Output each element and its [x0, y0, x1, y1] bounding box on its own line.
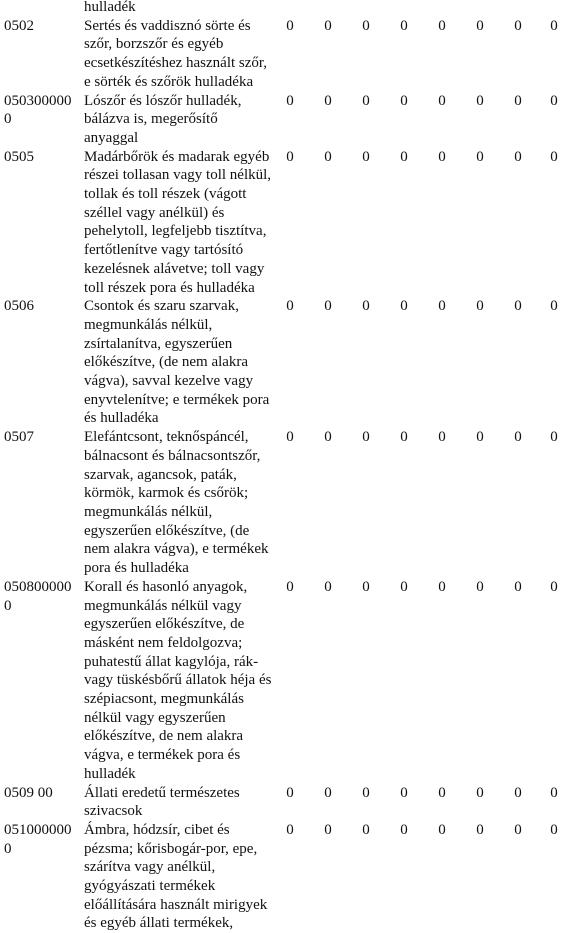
value-cell: 0	[438, 92, 446, 109]
value-cell: 0	[476, 17, 484, 34]
tariff-code: 050300000 0	[4, 92, 72, 128]
value-cell: 0	[400, 784, 408, 801]
table-row	[0, 821, 564, 933]
value-cell: 0	[514, 148, 522, 165]
value-cell: 0	[286, 784, 294, 801]
value-cell: 0	[324, 17, 332, 34]
value-cell: 0	[438, 298, 446, 315]
value-cell: 0	[362, 17, 370, 34]
value-cell: 0	[514, 578, 522, 595]
value-cell: 0	[286, 148, 294, 165]
product-description: Sertés és vaddisznó sörte és szőr, borzszőr és egyéb ecsetkészítéshez használt szőr, e sörték és szőrök hulladéka	[84, 17, 268, 90]
value-cell: 0	[362, 148, 370, 165]
value-cell: 0	[476, 784, 484, 801]
tariff-code: 0509 00	[4, 784, 53, 801]
value-cell: 0	[476, 298, 484, 315]
value-cell: 0	[362, 92, 370, 109]
tariff-code: 0505	[4, 148, 34, 165]
value-cell: 0	[400, 148, 408, 165]
value-cell: 0	[476, 92, 484, 109]
product-description: Lószőr és lószőr hulladék, bálázva is, megerősítő anyaggal	[84, 92, 242, 146]
product-description: Ámbra, hódzsír, cibet és pézsma; kőrisbogár-por, epe, szárítva vagy anélkül, gyógyászati termékek előállítására használt mirigyek és egyéb állati termékek,	[84, 821, 268, 932]
tariff-code: 0507	[4, 429, 34, 446]
value-cell: 0	[550, 578, 558, 595]
value-cell: 0	[514, 92, 522, 109]
value-cell: 0	[438, 784, 446, 801]
product-description: Állati eredetű természetes szivacsok	[84, 784, 240, 820]
value-cell: 0	[438, 429, 446, 446]
product-description: hulladék	[84, 0, 136, 15]
value-cell: 0	[286, 298, 294, 315]
value-cell: 0	[550, 298, 558, 315]
value-cell: 0	[362, 821, 370, 838]
value-cell: 0	[476, 429, 484, 446]
value-cell: 0	[514, 784, 522, 801]
value-cell: 0	[550, 92, 558, 109]
tariff-code: 0506	[4, 298, 34, 315]
value-cell: 0	[514, 298, 522, 315]
product-description: Madárbőrök és madarak egyéb részei tollasan vagy toll nélkül, tollak és toll részek (vágott széllel vagy anélkül) és pehelytoll, legfeljebb tisztítva, fertőtlenítve vagy tartósító kezelésnek alávetve; toll vagy toll részek pora és hulladéka	[84, 148, 272, 296]
product-description: Korall és hasonló anyagok, megmunkálás nélkül vagy egyszerűen előkészítve, de másként nem feldolgozva; puhatestű állat kagylója, rák- vagy tüskésbőrű állatok héja és szépiacsont, megmunkálás nélkül vagy egyszerűen előkészítve, de nem alakra vágva, e termékek pora és hulladék	[84, 578, 272, 782]
value-cell: 0	[324, 821, 332, 838]
value-cell: 0	[438, 17, 446, 34]
product-description: Elefántcsont, teknőspáncél, bálnacsont és bálnacsontszőr, szarvak, agancsok, paták, körmök, karmok és csőrök; megmunkálás nélkül, egyszerűen előkészítve, (de nem alakra vágva), e termékek pora és hulladéka	[84, 429, 269, 577]
table-row	[0, 428, 564, 578]
value-cell: 0	[550, 17, 558, 34]
value-cell: 0	[362, 298, 370, 315]
value-cell: 0	[286, 92, 294, 109]
value-cell: 0	[476, 148, 484, 165]
value-cell: 0	[438, 821, 446, 838]
value-cell: 0	[362, 578, 370, 595]
value-cell: 0	[324, 429, 332, 446]
product-description: Csontok és szaru szarvak, megmunkálás nélkül, zsírtalanítva, egyszerűen előkészítve, (de nem alakra vágva), savval kezelve vagy enyvtelenítve; e termékek pora és hulladéka	[84, 298, 270, 427]
value-cell: 0	[550, 821, 558, 838]
table-row	[0, 17, 564, 92]
value-cell: 0	[400, 17, 408, 34]
value-cell: 0	[400, 578, 408, 595]
value-cell: 0	[286, 821, 294, 838]
tariff-code: 051000000 0	[4, 821, 72, 857]
value-cell: 0	[324, 148, 332, 165]
value-cell: 0	[324, 784, 332, 801]
value-cell: 0	[438, 578, 446, 595]
value-cell: 0	[286, 429, 294, 446]
value-cell: 0	[550, 429, 558, 446]
value-cell: 0	[400, 298, 408, 315]
value-cell: 0	[400, 92, 408, 109]
value-cell: 0	[514, 17, 522, 34]
value-cell: 0	[362, 784, 370, 801]
value-cell: 0	[550, 148, 558, 165]
table-row	[0, 784, 564, 821]
table-row	[0, 148, 564, 298]
value-cell: 0	[286, 17, 294, 34]
value-cell: 0	[324, 298, 332, 315]
value-cell: 0	[400, 429, 408, 446]
value-cell: 0	[438, 148, 446, 165]
value-cell: 0	[476, 578, 484, 595]
value-cell: 0	[286, 578, 294, 595]
table-row	[0, 92, 564, 148]
value-cell: 0	[400, 821, 408, 838]
value-cell: 0	[324, 578, 332, 595]
value-cell: 0	[362, 429, 370, 446]
table-row	[0, 578, 564, 784]
table-row	[0, 0, 564, 17]
value-cell: 0	[514, 821, 522, 838]
table-row	[0, 297, 564, 428]
tariff-code: 0502	[4, 17, 34, 34]
value-cell: 0	[514, 429, 522, 446]
tariff-code: 050800000 0	[4, 578, 72, 614]
value-cell: 0	[550, 784, 558, 801]
value-cell: 0	[476, 821, 484, 838]
value-cell: 0	[324, 92, 332, 109]
